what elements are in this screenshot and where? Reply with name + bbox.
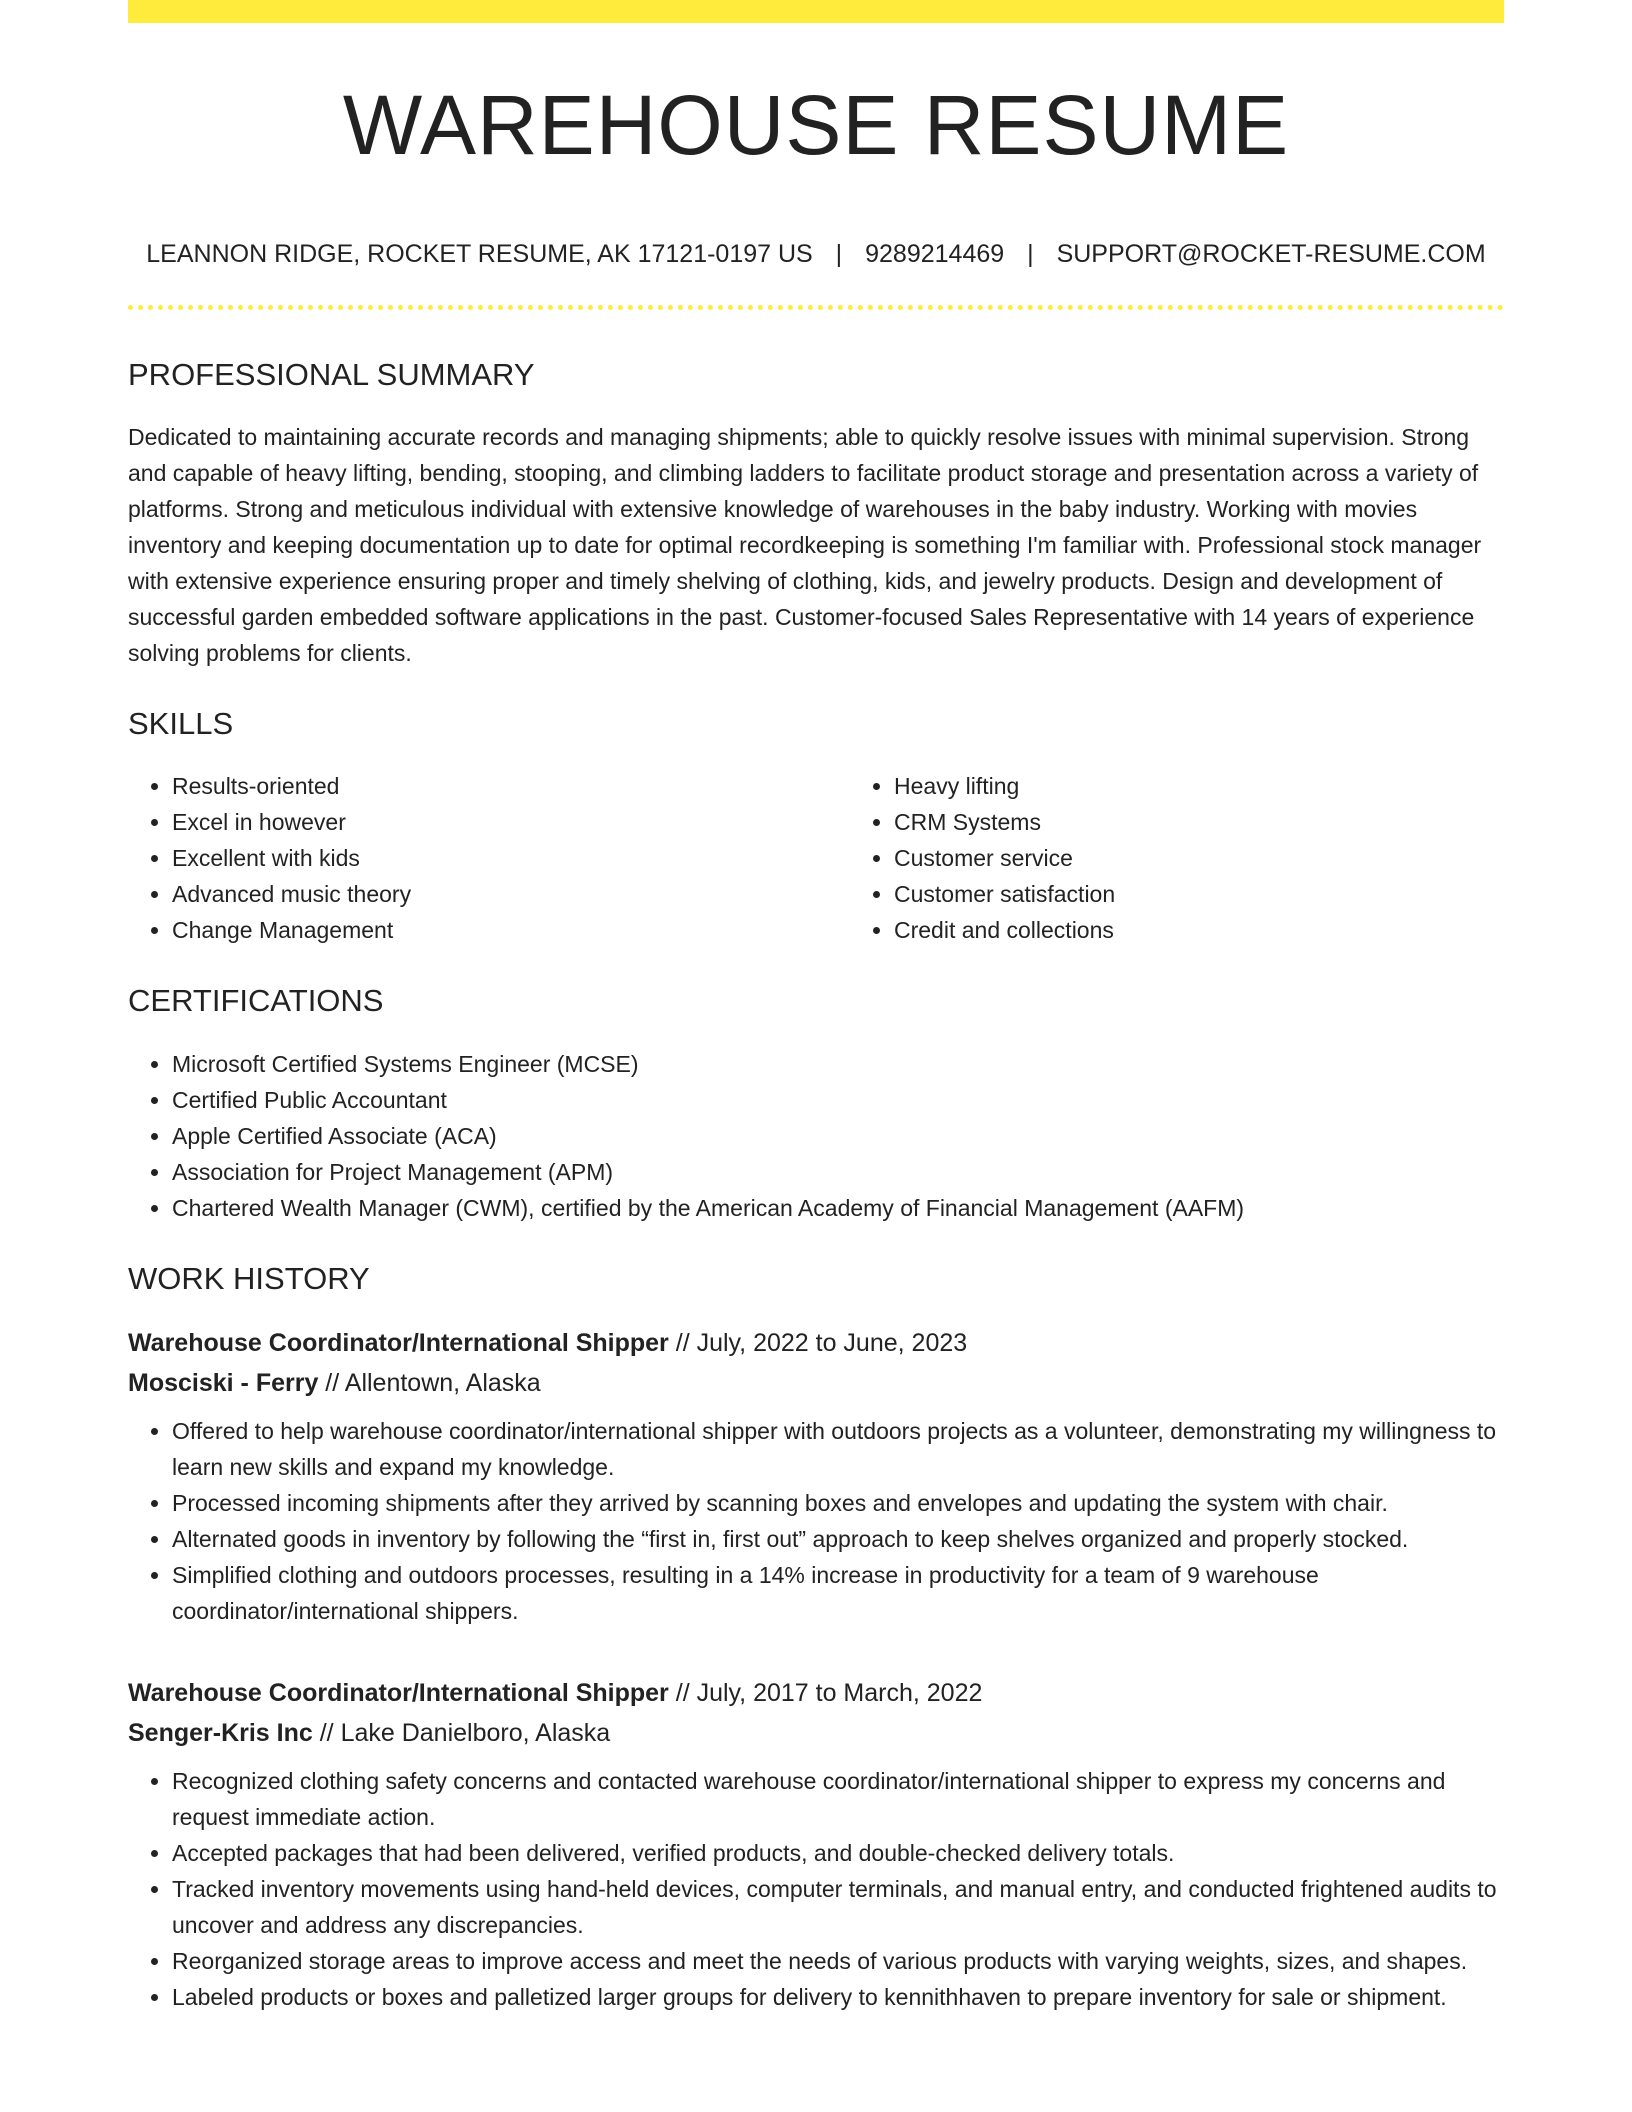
job-dates: // July, 2017 to March, 2022 [668, 1678, 983, 1707]
dotted-divider [128, 305, 1504, 310]
section-heading-work-history: WORK HISTORY [128, 1260, 370, 1296]
section-heading-skills: SKILLS [128, 706, 234, 742]
job-title-line [128, 1673, 1504, 1713]
certification-item: • Association for Project Management (APM) [172, 1154, 1504, 1190]
certification-item: • Microsoft Certified Systems Engineer (MCSE) [172, 1046, 1504, 1082]
job-title: Warehouse Coordinator/International Shipper [128, 1328, 669, 1357]
certifications-section [128, 982, 1504, 1225]
summary-paragraph: Dedicated to maintaining accurate records and managing shipments; able to quickly resolve issues with minimal supervision. Strong and capable of heavy lifting, bending, stooping, and climbing ladders to facilitate product storage and presentation across a variety of platforms. Strong and meticulous individual with extensive knowledge of warehouses in the baby industry. Working with movies inventory and keeping documentation up to date for optimal recordkeeping is something I'm familiar with. Professional stock manager with extensive experience ensuring proper and timely shelving of clothing, kids, and jewelry products. Design and development of successful garden embedded software applications in the past. Customer-focused Sales Representative with 14 years of experience solving problems for clients. [128, 424, 1482, 667]
skill-item: • Results-oriented [172, 768, 850, 804]
contact-phone: 9289214469 [865, 240, 1005, 268]
certification-item: • Certified Public Accountant [172, 1082, 1504, 1118]
contact-line [128, 239, 1504, 269]
certification-item: • Apple Certified Associate (ACA) [172, 1118, 1504, 1154]
contact-separator: | [835, 240, 843, 268]
job-company-line [128, 1713, 1504, 1753]
job-company-line [128, 1363, 1504, 1403]
job-bullet: • Reorganized storage areas to improve access and meet the needs of various products with varying weights, sizes, and shapes. [172, 1943, 1504, 1979]
job-entry [128, 1323, 1504, 1629]
certifications-list [128, 1046, 1504, 1226]
contact-email: SUPPORT@ROCKET-RESUME.COM [1056, 240, 1486, 268]
job-bullet: • Tracked inventory movements using hand-held devices, computer terminals, and manual entry, and conducted frightened audits to uncover and address any discrepancies. [172, 1871, 1504, 1943]
job-bullet: • Alternated goods in inventory by following the “first in, first out” approach to keep shelves organized and properly stocked. [172, 1521, 1504, 1557]
contact-separator: | [1027, 240, 1034, 268]
job-bullet: • Labeled products or boxes and palletized larger groups for delivery to kennithhaven to prepare inventory for sale or shipment. [172, 1979, 1504, 2015]
skill-item: • Customer service [894, 840, 1572, 876]
job-bullets [128, 1763, 1504, 2015]
section-heading-certifications: CERTIFICATIONS [128, 983, 384, 1019]
job-entry [128, 1673, 1504, 2015]
job-title: Warehouse Coordinator/International Shipper [128, 1678, 669, 1707]
job-bullets [128, 1413, 1504, 1629]
job-company: Mosciski - Ferry [128, 1368, 319, 1397]
resume-page [128, 0, 1504, 2015]
top-accent-bar [128, 0, 1504, 23]
certification-item: • Chartered Wealth Manager (CWM), certified by the American Academy of Financial Management (AAFM) [172, 1190, 1504, 1226]
job-bullet: • Accepted packages that had been delivered, verified products, and double-checked delivery totals. [172, 1835, 1504, 1871]
skills-list-left [128, 768, 850, 948]
job-location: // Lake Danielboro, Alaska [312, 1718, 611, 1747]
skills-columns [128, 768, 1504, 948]
skill-item: • Credit and collections [894, 912, 1572, 948]
skill-item: • Advanced music theory [172, 876, 850, 912]
skill-item: • Excellent with kids [172, 840, 850, 876]
job-bullet: • Simplified clothing and outdoors processes, resulting in a 14% increase in productivity for a team of 9 warehouse coordinator/international shippers. [172, 1557, 1504, 1629]
job-company: Senger-Kris Inc [128, 1718, 313, 1747]
work-history-section [128, 1260, 1504, 2015]
job-dates: // July, 2022 to June, 2023 [668, 1328, 968, 1357]
skill-item: • Change Management [172, 912, 850, 948]
job-title-line [128, 1323, 1504, 1363]
skills-section [128, 705, 1504, 948]
job-bullet: • Offered to help warehouse coordinator/international shipper with outdoors projects as a volunteer, demonstrating my willingness to learn new skills and expand my knowledge. [172, 1413, 1504, 1485]
resume-title: WAREHOUSE RESUME [342, 78, 1290, 172]
job-bullet: • Processed incoming shipments after they arrived by scanning boxes and envelopes and updating the system with chair. [172, 1485, 1504, 1521]
job-location: // Allentown, Alaska [318, 1368, 541, 1397]
job-bullet: • Recognized clothing safety concerns and contacted warehouse coordinator/international shipper to express my concerns and request immediate action. [172, 1763, 1504, 1835]
contact-address: LEANNON RIDGE, ROCKET RESUME, AK 17121-0197 US [146, 240, 813, 268]
professional-summary-section [128, 356, 1504, 671]
skill-item: • Customer satisfaction [894, 876, 1572, 912]
skill-item: • CRM Systems [894, 804, 1572, 840]
section-heading-summary: PROFESSIONAL SUMMARY [128, 357, 535, 392]
skill-item: • Heavy lifting [894, 768, 1572, 804]
skills-list-right [850, 768, 1572, 948]
skill-item: • Excel in however [172, 804, 850, 840]
